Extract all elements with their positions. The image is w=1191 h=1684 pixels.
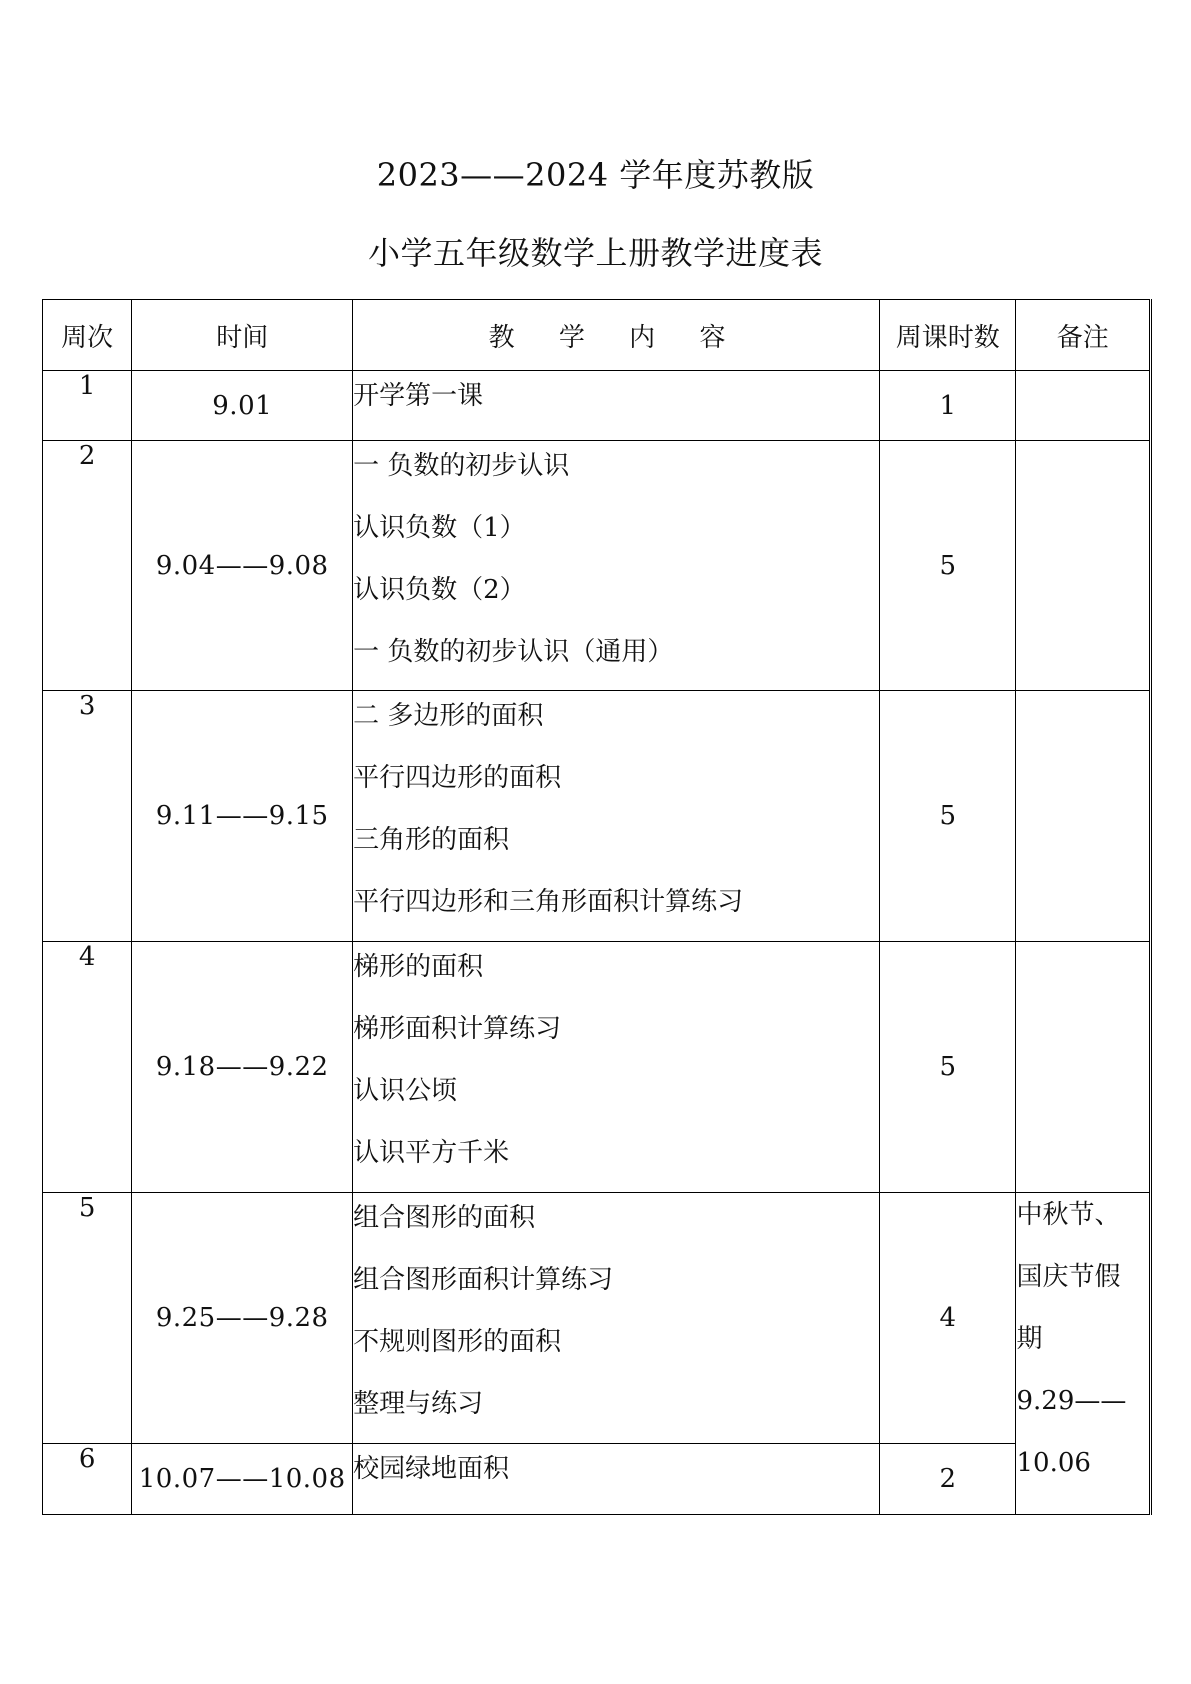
cell-week: 5 [43, 1193, 132, 1444]
table-row [43, 1193, 1151, 1444]
content-line: 组合图形的面积 [353, 1203, 536, 1233]
content-line: 认识负数（1） [353, 513, 526, 543]
cell-content [353, 691, 880, 942]
table-row [43, 691, 1151, 942]
cell-content [353, 1444, 880, 1515]
teaching-schedule-table [42, 299, 1152, 1515]
content-line: 不规则图形的面积 [353, 1327, 562, 1357]
cell-content [353, 1193, 880, 1444]
note-line: 9.29—— [1016, 1386, 1127, 1416]
cell-time: 9.25——9.28 [132, 1193, 353, 1444]
table-row [43, 1444, 1151, 1515]
cell-week: 4 [43, 942, 132, 1193]
cell-time: 9.04——9.08 [132, 441, 353, 691]
table-row [43, 371, 1151, 441]
header-time: 时间 [132, 300, 353, 371]
cell-week: 6 [43, 1444, 132, 1515]
content-line: 一 负数的初步认识（通用） [353, 637, 674, 667]
header-hours: 周课时数 [880, 300, 1016, 371]
table-row [43, 441, 1151, 691]
content-line: 认识负数（2） [353, 575, 526, 605]
cell-week: 3 [43, 691, 132, 942]
content-line: 平行四边形的面积 [353, 763, 562, 793]
note-line: 中秋节、 [1016, 1200, 1121, 1230]
content-line: 梯形面积计算练习 [353, 1014, 562, 1044]
table-header-row [43, 300, 1151, 371]
cell-hours: 4 [880, 1193, 1016, 1444]
content-line: 二 多边形的面积 [353, 701, 544, 731]
cell-notes-holiday [1016, 1193, 1151, 1515]
cell-time: 10.07——10.08 [132, 1444, 353, 1515]
cell-hours: 1 [880, 371, 1016, 441]
cell-hours: 5 [880, 691, 1016, 942]
cell-week: 2 [43, 441, 132, 691]
cell-hours: 5 [880, 942, 1016, 1193]
cell-notes [1016, 942, 1151, 1193]
content-line: 组合图形面积计算练习 [353, 1265, 614, 1295]
note-line: 国庆节假 [1016, 1262, 1121, 1292]
cell-time: 9.11——9.15 [132, 691, 353, 942]
cell-time: 9.01 [132, 371, 353, 441]
cell-content [353, 441, 880, 691]
cell-content [353, 942, 880, 1193]
note-line: 期 [1016, 1324, 1043, 1354]
content-line: 认识公顷 [353, 1076, 458, 1106]
header-week: 周次 [43, 300, 132, 371]
cell-hours: 2 [880, 1444, 1016, 1515]
content-line: 开学第一课 [353, 381, 484, 411]
content-line: 校园绿地面积 [353, 1454, 510, 1484]
content-line: 整理与练习 [353, 1389, 484, 1419]
content-line: 认识平方千米 [353, 1138, 510, 1168]
content-line: 三角形的面积 [353, 825, 510, 855]
document-title-line-2: 小学五年级数学上册教学进度表 [367, 234, 823, 272]
note-line: 10.06 [1016, 1448, 1091, 1478]
cell-content [353, 371, 880, 441]
document-title-line-1: 2023——2024 学年度苏教版 [376, 156, 815, 194]
cell-notes [1016, 371, 1151, 441]
cell-notes [1016, 691, 1151, 942]
content-line: 一 负数的初步认识 [353, 451, 570, 481]
cell-hours: 5 [880, 441, 1016, 691]
cell-time: 9.18——9.22 [132, 942, 353, 1193]
content-line: 平行四边形和三角形面积计算练习 [353, 887, 744, 917]
cell-notes [1016, 441, 1151, 691]
header-content: 教 学 内 容 [353, 300, 880, 371]
table-row [43, 942, 1151, 1193]
content-line: 梯形的面积 [353, 952, 484, 982]
cell-week: 1 [43, 371, 132, 441]
header-notes: 备注 [1016, 300, 1151, 371]
